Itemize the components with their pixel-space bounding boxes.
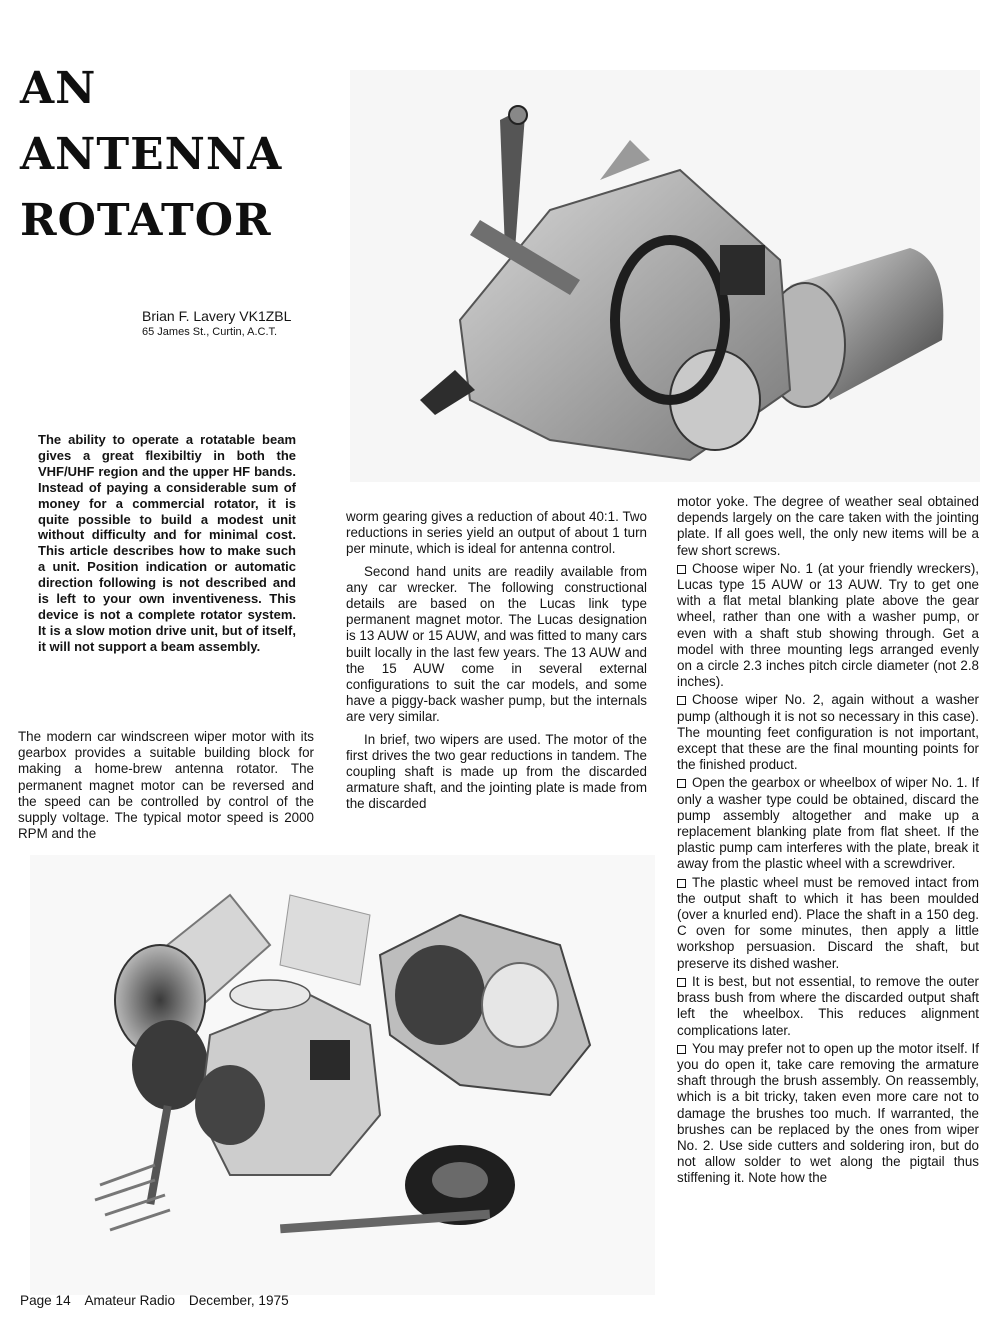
magazine-name: Amateur Radio bbox=[84, 1293, 176, 1308]
checklist-text: You may prefer not to open up the motor itself. If you do open it, take care removing the armature shaft through the brush assembly. On reassembly, which is a bit tricky, taken even more care not to damage the brushes too much. If warranted, the brushes can be replaced by the ones from wiper No. 2. Use side cutters and soldering iron, but do not allow solder to wet along the pigtail thus stiffening it. Note how the bbox=[677, 1040, 979, 1186]
title-line-3: ROTATOR bbox=[20, 195, 272, 246]
checklist-item bbox=[677, 875, 979, 972]
page-footer bbox=[20, 1292, 289, 1310]
issue-date: December, 1975 bbox=[188, 1293, 289, 1308]
author-address: 65 James St., Curtin, A.C.T. bbox=[142, 326, 278, 338]
checklist-text: It is best, but not essential, to remove the outer brass bush from where the discarded output shaft left the wheelbox. This reduces alignment complications later. bbox=[677, 973, 979, 1038]
page-number: Page 14 bbox=[20, 1293, 71, 1308]
title-line-2: ANTENNA bbox=[20, 129, 283, 180]
checkbox-icon bbox=[677, 1045, 686, 1054]
paragraph: Second hand units are readily available from any car wrecker. The following constructional details are based on the Lucas link type permanent magnet motor. The Lucas designation is 13 AUW or 15 AUW, and was fitted to many cars built locally in the last few years. The 13 AUW and the 15 AUW come in several external configurations to suit the car models, and some have a piggy-back washer pump, but the internals are very similar. bbox=[346, 563, 647, 725]
title-line-1: AN bbox=[20, 63, 97, 114]
parts-illustration bbox=[30, 855, 655, 1295]
article-title bbox=[20, 56, 340, 254]
checkbox-icon bbox=[677, 565, 686, 574]
body-column-1 bbox=[18, 729, 314, 842]
checklist-item bbox=[677, 561, 979, 691]
byline bbox=[142, 307, 362, 340]
paragraph: motor yoke. The degree of weather seal obtained depends largely on the care taken with the jointing plate. If all goes well, the only new items will be a few short screws. bbox=[677, 494, 979, 558]
paragraph: The modern car windscreen wiper motor with its gearbox provides a suitable building block for making a home-brew antenna rotator. The permanent magnet motor can be reversed and the speed can be controlled by control of the supply voltage. The typical motor speed is 2000 RPM and the bbox=[18, 729, 314, 842]
body-column-2 bbox=[346, 509, 647, 813]
checklist-text: Open the gearbox or wheelbox of wiper No. 1. If only a washer type could be obtained, discard the pump assembly altogether and make up a replacement blanking plate from flat sheet. If the plastic pump cam interferes with the plate, break it away from the plastic wheel with a screwdriver. bbox=[677, 775, 979, 872]
paragraph: worm gearing gives a reduction of about 40:1. Two reductions in series yield an output of about 1 turn per minute, which is ideal for antenna control. bbox=[346, 509, 647, 557]
abstract: The ability to operate a rotatable beam gives a great flexibiltiy in both the VHF/UHF region and the upper HF bands. Instead of paying a considerable sum of money for a commercial rotator, it is quite possible to build a modest unit without difficulty and for minimal cost. This article describes how to make such a unit. Position indication or automatic direction following is not described and is left to your own inventiveness. This device is not a complete rotator system. It is a slow motion drive unit, but of itself, it will not support a beam assembly. bbox=[38, 432, 296, 654]
checklist-item bbox=[677, 692, 979, 773]
body-column-3 bbox=[677, 494, 979, 1187]
checklist-text: Choose wiper No. 1 (at your friendly wreckers), Lucas type 15 AUW or 13 AUW. Try to get one with a flat metal blanking plate above the gear wheel, rather than one with a washer pump, or even with a shaft stub showing through. Get a model with three mounting legs arranged evenly on a circle 2.3 inches pitch circle diameter (not 2.8 inches). bbox=[677, 560, 979, 690]
photo-disassembled-parts bbox=[30, 855, 655, 1295]
checkbox-icon bbox=[677, 696, 686, 705]
author-name: Brian F. Lavery VK1ZBL bbox=[142, 308, 292, 324]
checklist-text: Choose wiper No. 2, again without a washer pump (although it is not so necessary in this case). The mounting feet configuration is not important, except that these are the final mounting points for the finished product. bbox=[677, 692, 979, 773]
checkbox-icon bbox=[677, 879, 686, 888]
checklist-item bbox=[677, 974, 979, 1039]
paragraph: In brief, two wipers are used. The motor of the first drives the two gear reductions in tandem. The coupling shaft is made up from the discarded armature shaft, and the jointing plate is made from the discarded bbox=[346, 731, 647, 812]
checkbox-icon bbox=[677, 779, 686, 788]
photo-assembled-wiper-motor bbox=[350, 70, 980, 482]
checklist-item bbox=[677, 1041, 979, 1187]
wiper-motor-illustration bbox=[350, 70, 980, 482]
checkbox-icon bbox=[677, 978, 686, 987]
checklist-text: The plastic wheel must be removed intact from the output shaft to which it has been moulded (over a knurled end). Place the shaft in a 150 deg. C oven for some minutes, then apply a little workshop persuasion. Discard the shaft, but preserve its dished washer. bbox=[677, 874, 979, 971]
checklist-item bbox=[677, 775, 979, 872]
